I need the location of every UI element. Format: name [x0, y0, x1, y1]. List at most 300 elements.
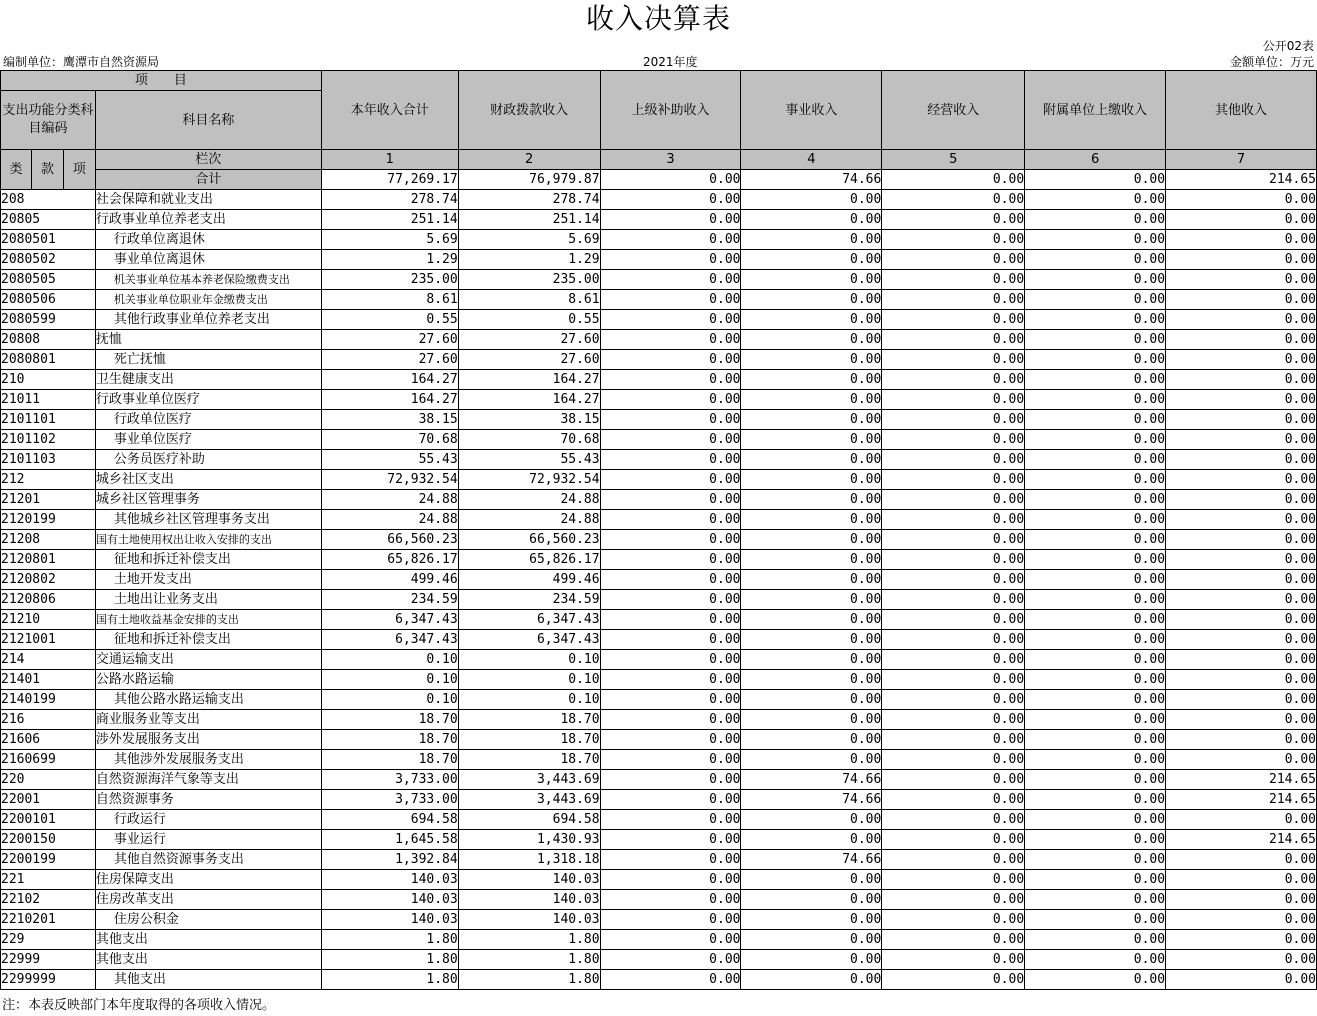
amount-cell: 278.74: [458, 190, 600, 210]
table-row: [1, 830, 1317, 850]
amount-cell: 24.88: [321, 510, 458, 530]
subject-name: 住房保障支出: [95, 870, 321, 890]
subject-name: 涉外发展服务支出: [95, 730, 321, 750]
amount-cell: 214.65: [1166, 830, 1317, 850]
amount-cell: 0.00: [1166, 290, 1317, 310]
amount-cell: 0.00: [600, 390, 741, 410]
amount-cell: 1.29: [458, 250, 600, 270]
table-row: [1, 610, 1317, 630]
subject-code: 2101101: [1, 410, 96, 430]
amount-cell: 0.00: [1166, 330, 1317, 350]
amount-cell: 0.00: [1025, 810, 1166, 830]
amount-cell: 0.00: [600, 190, 741, 210]
amount-cell: 0.00: [1025, 430, 1166, 450]
amount-cell: 0.00: [600, 690, 741, 710]
table-row: [1, 450, 1317, 470]
subject-code: 22102: [1, 890, 96, 910]
amount-cell: 0.00: [600, 670, 741, 690]
amount-cell: 0.00: [1025, 710, 1166, 730]
total-cell: 76,979.87: [458, 170, 600, 190]
amount-cell: 0.00: [882, 810, 1025, 830]
amount-cell: 0.00: [1166, 530, 1317, 550]
table-row: [1, 370, 1317, 390]
amount-cell: 0.00: [600, 250, 741, 270]
amount-cell: 0.00: [1025, 850, 1166, 870]
amount-cell: 0.55: [321, 310, 458, 330]
amount-cell: 18.70: [458, 710, 600, 730]
amount-cell: 164.27: [458, 370, 600, 390]
amount-cell: 0.00: [882, 210, 1025, 230]
amount-cell: 0.00: [741, 910, 882, 930]
amount-cell: 0.00: [1166, 550, 1317, 570]
amount-cell: 0.00: [1025, 510, 1166, 530]
amount-cell: 0.00: [600, 450, 741, 470]
amount-cell: 24.88: [458, 490, 600, 510]
amount-cell: 0.00: [1166, 850, 1317, 870]
amount-cell: 0.00: [741, 670, 882, 690]
total-cell: 77,269.17: [321, 170, 458, 190]
amount-cell: 0.00: [882, 970, 1025, 990]
amount-cell: 55.43: [321, 450, 458, 470]
amount-cell: 0.00: [1166, 390, 1317, 410]
amount-cell: 0.00: [882, 330, 1025, 350]
col-header-2: 财政拨款收入: [458, 71, 600, 150]
subject-code: 221: [1, 870, 96, 890]
table-row: [1, 270, 1317, 290]
subject-code: 2200150: [1, 830, 96, 850]
amount-cell: 0.00: [1166, 270, 1317, 290]
subject-code: 229: [1, 930, 96, 950]
amount-cell: 0.00: [600, 350, 741, 370]
amount-cell: 0.00: [600, 290, 741, 310]
amount-cell: 0.00: [1166, 210, 1317, 230]
subject-name: 机关事业单位职业年金缴费支出: [95, 290, 321, 310]
subject-code: 2200199: [1, 850, 96, 870]
col-num-7: 7: [1166, 150, 1317, 170]
lei-header: 类: [1, 150, 32, 190]
subject-name: 公务员医疗补助: [95, 450, 321, 470]
amount-cell: 0.00: [882, 930, 1025, 950]
amount-cell: 18.70: [321, 710, 458, 730]
amount-cell: 72,932.54: [458, 470, 600, 490]
amount-cell: 0.00: [600, 310, 741, 330]
amount-cell: 0.00: [741, 270, 882, 290]
subject-name: 住房改革支出: [95, 890, 321, 910]
amount-cell: 0.00: [600, 530, 741, 550]
amount-cell: 0.00: [741, 890, 882, 910]
amount-cell: 0.00: [1025, 830, 1166, 850]
table-row: [1, 670, 1317, 690]
amount-cell: 0.00: [882, 370, 1025, 390]
subject-name: 机关事业单位基本养老保险缴费支出: [95, 270, 321, 290]
form-number: 公开02表: [1262, 39, 1314, 53]
amount-cell: 235.00: [458, 270, 600, 290]
amount-cell: 140.03: [458, 910, 600, 930]
amount-cell: 0.00: [600, 750, 741, 770]
subject-name: 征地和拆迁补偿支出: [95, 630, 321, 650]
amount-cell: 0.00: [882, 670, 1025, 690]
amount-cell: 0.00: [741, 870, 882, 890]
subject-code: 20808: [1, 330, 96, 350]
amount-cell: 0.00: [741, 530, 882, 550]
amount-cell: 18.70: [321, 750, 458, 770]
subject-code: 2200101: [1, 810, 96, 830]
subject-code: 21210: [1, 610, 96, 630]
col-header-3: 上级补助收入: [600, 71, 741, 150]
amount-cell: 0.00: [1025, 470, 1166, 490]
amount-cell: 0.00: [882, 590, 1025, 610]
amount-cell: 694.58: [321, 810, 458, 830]
col-header-5: 经营收入: [882, 71, 1025, 150]
amount-cell: 72,932.54: [321, 470, 458, 490]
subject-name: 事业单位离退休: [95, 250, 321, 270]
subject-name: 土地开发支出: [95, 570, 321, 590]
amount-cell: 0.00: [741, 510, 882, 530]
amount-cell: 0.00: [1025, 570, 1166, 590]
amount-cell: 6,347.43: [458, 610, 600, 630]
table-row: [1, 730, 1317, 750]
amount-cell: 27.60: [458, 330, 600, 350]
amount-cell: 0.00: [741, 950, 882, 970]
table-row: [1, 950, 1317, 970]
form-number-line: [0, 38, 1317, 55]
amount-cell: 0.00: [882, 650, 1025, 670]
table-row: [1, 650, 1317, 670]
table-row: [1, 530, 1317, 550]
amount-cell: 6,347.43: [321, 630, 458, 650]
year-label: 2021年度: [643, 55, 698, 69]
amount-cell: 0.00: [1166, 350, 1317, 370]
table-row: [1, 870, 1317, 890]
amount-cell: 0.00: [1025, 450, 1166, 470]
xiang-header: 项: [63, 150, 95, 190]
amount-cell: 0.00: [1025, 590, 1166, 610]
subject-name: 自然资源事务: [95, 790, 321, 810]
name-header: 科目名称: [95, 91, 321, 150]
amount-cell: 74.66: [741, 790, 882, 810]
amount-cell: 0.00: [882, 690, 1025, 710]
amount-cell: 0.00: [1166, 250, 1317, 270]
amount-cell: 38.15: [321, 410, 458, 430]
item-header: 项 目: [1, 71, 322, 91]
amount-cell: 70.68: [458, 430, 600, 450]
subject-name: 城乡社区管理事务: [95, 490, 321, 510]
amount-cell: 1.80: [458, 970, 600, 990]
subject-code: 21201: [1, 490, 96, 510]
subject-code: 216: [1, 710, 96, 730]
amount-cell: 0.00: [600, 490, 741, 510]
subject-code: 2101102: [1, 430, 96, 450]
unit-label: 编制单位：鹰潭市自然资源局: [3, 55, 160, 69]
amount-cell: 0.00: [882, 430, 1025, 450]
amount-cell: 0.00: [1166, 810, 1317, 830]
subject-code: 21011: [1, 390, 96, 410]
amount-cell: 0.00: [600, 730, 741, 750]
amount-cell: 0.00: [1025, 390, 1166, 410]
table-row: [1, 890, 1317, 910]
amount-cell: 0.00: [1025, 490, 1166, 510]
amount-cell: 140.03: [321, 890, 458, 910]
subject-code: 2080502: [1, 250, 96, 270]
subject-name: 其他涉外发展服务支出: [95, 750, 321, 770]
unit-line: [0, 54, 1317, 71]
subject-code: 2210201: [1, 910, 96, 930]
amount-cell: 0.00: [1025, 410, 1166, 430]
amount-cell: 0.00: [882, 850, 1025, 870]
amount-cell: 0.00: [1025, 630, 1166, 650]
table-row: [1, 210, 1317, 230]
table-row: [1, 490, 1317, 510]
amount-cell: 0.00: [1166, 690, 1317, 710]
amount-cell: 0.00: [1166, 570, 1317, 590]
amount-cell: 0.10: [321, 670, 458, 690]
amount-cell: 0.00: [600, 430, 741, 450]
amount-cell: 0.00: [741, 290, 882, 310]
amount-cell: 0.00: [882, 250, 1025, 270]
subject-name: 其他城乡社区管理事务支出: [95, 510, 321, 530]
amount-cell: 0.00: [741, 350, 882, 370]
amount-cell: 0.00: [600, 970, 741, 990]
amount-cell: 0.00: [882, 910, 1025, 930]
table-row: [1, 430, 1317, 450]
amount-cell: 251.14: [321, 210, 458, 230]
amount-cell: 66,560.23: [458, 530, 600, 550]
amount-cell: 0.00: [600, 790, 741, 810]
amount-cell: 0.00: [741, 930, 882, 950]
subject-code: 2140199: [1, 690, 96, 710]
amount-cell: 1,645.58: [321, 830, 458, 850]
table-row: [1, 710, 1317, 730]
subject-code: 2080506: [1, 290, 96, 310]
col-num-1: 1: [321, 150, 458, 170]
subject-code: 20805: [1, 210, 96, 230]
amount-cell: 0.00: [1025, 290, 1166, 310]
amount-cell: 0.00: [741, 570, 882, 590]
amount-cell: 8.61: [321, 290, 458, 310]
col-header-4: 事业收入: [741, 71, 882, 150]
subject-name: 死亡抚恤: [95, 350, 321, 370]
table-row: [1, 570, 1317, 590]
subject-name: 事业运行: [95, 830, 321, 850]
amount-cell: 0.00: [1025, 730, 1166, 750]
amount-cell: 0.00: [882, 450, 1025, 470]
amount-cell: 0.10: [458, 690, 600, 710]
subject-code: 2120806: [1, 590, 96, 610]
amount-cell: 0.00: [741, 750, 882, 770]
amount-cell: 278.74: [321, 190, 458, 210]
amount-cell: 0.00: [741, 630, 882, 650]
amount-cell: 0.00: [741, 550, 882, 570]
amount-cell: 0.10: [321, 650, 458, 670]
subject-name: 其他公路水路运输支出: [95, 690, 321, 710]
table-row: [1, 330, 1317, 350]
amount-cell: 0.00: [1025, 190, 1166, 210]
table-row: [1, 310, 1317, 330]
amount-cell: 0.00: [741, 650, 882, 670]
amount-cell: 1.80: [321, 950, 458, 970]
subject-code: 2120199: [1, 510, 96, 530]
col-num-3: 3: [600, 150, 741, 170]
table-row: [1, 250, 1317, 270]
amount-cell: 0.00: [600, 930, 741, 950]
col-num-4: 4: [741, 150, 882, 170]
amount-cell: 0.00: [600, 890, 741, 910]
amount-cell: 0.00: [1025, 790, 1166, 810]
amount-cell: 0.00: [600, 370, 741, 390]
subject-code: 2121001: [1, 630, 96, 650]
subject-name: 土地出让业务支出: [95, 590, 321, 610]
amount-cell: 0.00: [1166, 190, 1317, 210]
amount-cell: 1,430.93: [458, 830, 600, 850]
subject-name: 行政事业单位养老支出: [95, 210, 321, 230]
amount-cell: 0.00: [1025, 750, 1166, 770]
table-row: [1, 810, 1317, 830]
amount-cell: 0.00: [882, 270, 1025, 290]
amount-cell: 0.00: [1166, 630, 1317, 650]
col-header-1: 本年收入合计: [321, 71, 458, 150]
subject-name: 国有土地使用权出让收入安排的支出: [95, 530, 321, 550]
total-cell: 0.00: [882, 170, 1025, 190]
amount-cell: 0.00: [882, 770, 1025, 790]
amount-cell: 0.00: [741, 490, 882, 510]
table-row: [1, 190, 1317, 210]
col-header-7: 其他收入: [1166, 71, 1317, 150]
subject-name: 公路水路运输: [95, 670, 321, 690]
amount-cell: 0.00: [1166, 310, 1317, 330]
amount-cell: 0.00: [741, 610, 882, 630]
amount-cell: 0.00: [882, 510, 1025, 530]
subject-code: 21208: [1, 530, 96, 550]
subject-code: 21606: [1, 730, 96, 750]
amount-cell: 0.00: [741, 250, 882, 270]
table-row: [1, 690, 1317, 710]
amount-cell: 0.00: [882, 950, 1025, 970]
amount-cell: 0.00: [1025, 970, 1166, 990]
subject-name: 行政单位医疗: [95, 410, 321, 430]
subject-name: 国有土地收益基金安排的支出: [95, 610, 321, 630]
amount-cell: 0.00: [1025, 550, 1166, 570]
amount-cell: 3,443.69: [458, 790, 600, 810]
amount-cell: 27.60: [321, 330, 458, 350]
amount-cell: 5.69: [321, 230, 458, 250]
amount-cell: 0.00: [882, 290, 1025, 310]
table-row: [1, 470, 1317, 490]
table-row: [1, 790, 1317, 810]
amount-cell: 0.00: [1166, 930, 1317, 950]
amount-cell: 0.00: [882, 230, 1025, 250]
amount-cell: 0.00: [882, 530, 1025, 550]
amount-cell: 0.00: [1166, 730, 1317, 750]
subject-name: 其他行政事业单位养老支出: [95, 310, 321, 330]
amount-cell: 3,443.69: [458, 770, 600, 790]
amount-cell: 214.65: [1166, 770, 1317, 790]
amount-cell: 0.00: [741, 390, 882, 410]
amount-cell: 0.00: [882, 310, 1025, 330]
amount-cell: 0.00: [1025, 910, 1166, 930]
subject-name: 征地和拆迁补偿支出: [95, 550, 321, 570]
amount-cell: 0.00: [882, 190, 1025, 210]
amount-cell: 0.00: [741, 330, 882, 350]
amount-cell: 1.80: [321, 930, 458, 950]
amount-cell: 0.00: [1166, 610, 1317, 630]
amount-cell: 0.00: [1025, 230, 1166, 250]
subject-name: 社会保障和就业支出: [95, 190, 321, 210]
subject-name: 行政事业单位医疗: [95, 390, 321, 410]
table-row: [1, 630, 1317, 650]
subject-code: 22001: [1, 790, 96, 810]
table-row: [1, 230, 1317, 250]
amount-cell: 74.66: [741, 850, 882, 870]
amount-cell: 0.00: [600, 550, 741, 570]
amount-cell: 0.00: [1025, 770, 1166, 790]
amount-cell: 164.27: [458, 390, 600, 410]
amount-cell: 3,733.00: [321, 770, 458, 790]
amount-cell: 18.70: [321, 730, 458, 750]
amount-cell: 70.68: [321, 430, 458, 450]
amount-cell: 0.10: [458, 670, 600, 690]
subject-code: 2080505: [1, 270, 96, 290]
subject-code: 2080599: [1, 310, 96, 330]
amount-cell: 0.00: [600, 870, 741, 890]
report-title: 收入决算表: [585, 2, 731, 35]
subject-code: 220: [1, 770, 96, 790]
total-cell: 0.00: [600, 170, 741, 190]
subject-name: 卫生健康支出: [95, 370, 321, 390]
amount-cell: 66,560.23: [321, 530, 458, 550]
amount-cell: 234.59: [458, 590, 600, 610]
amount-cell: 0.00: [882, 410, 1025, 430]
subject-name: 其他支出: [95, 930, 321, 950]
amount-cell: 0.00: [1166, 490, 1317, 510]
table-row: [1, 930, 1317, 950]
subject-name: 事业单位医疗: [95, 430, 321, 450]
subject-code: 2080801: [1, 350, 96, 370]
amount-cell: 0.00: [1025, 350, 1166, 370]
amount-cell: 0.00: [1166, 870, 1317, 890]
col-header-6: 附属单位上缴收入: [1025, 71, 1166, 150]
table-row: [1, 750, 1317, 770]
subject-name: 抚恤: [95, 330, 321, 350]
amount-cell: 0.00: [882, 490, 1025, 510]
amount-cell: 0.00: [882, 570, 1025, 590]
table-row: [1, 390, 1317, 410]
amount-cell: 0.00: [741, 370, 882, 390]
amount-cell: 0.00: [1025, 370, 1166, 390]
amount-cell: 0.00: [882, 870, 1025, 890]
amount-cell: 0.00: [600, 710, 741, 730]
amount-cell: 0.00: [1166, 410, 1317, 430]
subject-code: 212: [1, 470, 96, 490]
footnote: 注：本表反映部门本年度取得的各项收入情况。: [2, 998, 276, 1013]
table-row: [1, 850, 1317, 870]
amount-cell: 0.00: [600, 590, 741, 610]
amount-cell: 0.00: [741, 970, 882, 990]
amount-cell: 694.58: [458, 810, 600, 830]
subject-name: 其他支出: [95, 970, 321, 990]
total-cell: 0.00: [1025, 170, 1166, 190]
amount-cell: 0.00: [882, 390, 1025, 410]
amount-cell: 235.00: [321, 270, 458, 290]
amount-cell: 0.00: [1025, 270, 1166, 290]
amount-cell: 18.70: [458, 730, 600, 750]
amount-cell: 214.65: [1166, 790, 1317, 810]
amount-cell: 0.00: [1025, 330, 1166, 350]
amount-cell: 0.00: [1166, 470, 1317, 490]
amount-cell: 0.00: [882, 750, 1025, 770]
amount-cell: 0.00: [882, 890, 1025, 910]
amount-cell: 0.00: [1025, 670, 1166, 690]
col-num-2: 2: [458, 150, 600, 170]
